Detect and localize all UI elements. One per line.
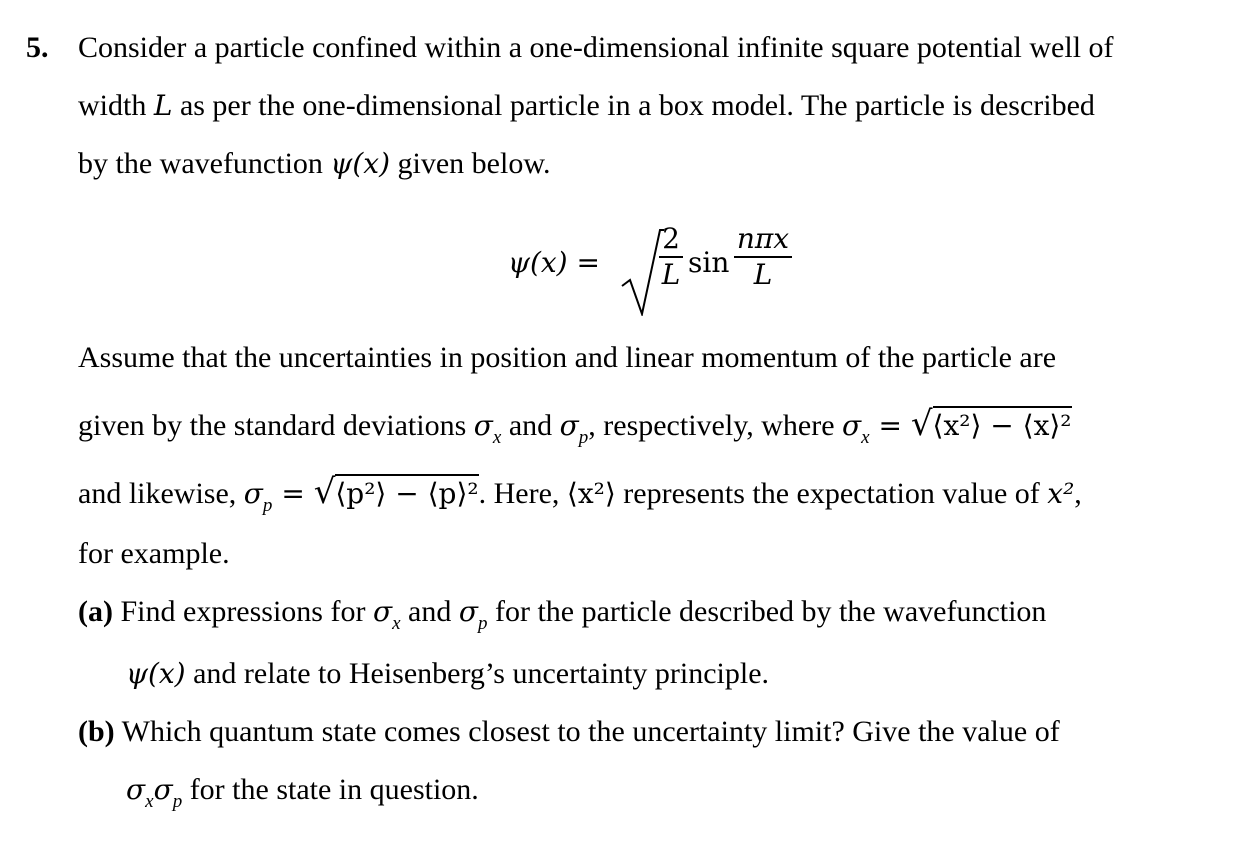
part-a-line-1 [78, 594, 1046, 634]
body-text-5a: given by the standard deviations [78, 409, 474, 442]
part-a-text-2b: and relate to Heisenberg’s uncertainty principle. [185, 657, 770, 690]
intro-text-1: Consider a particle confined within a one-dimensional infinite square potential well of [78, 31, 1114, 64]
subscript-p: p [578, 427, 589, 448]
psi-of-x: ψ(x) [126, 657, 186, 690]
sigma-symbol: σ [473, 409, 493, 442]
part-a-line-2 [126, 656, 769, 692]
comma: , [1074, 477, 1082, 510]
sigma-symbol: σ [243, 477, 263, 510]
psi-of-x: ψ(x) [330, 147, 391, 180]
wavefunction-equation [508, 222, 808, 322]
sin-function: sin [688, 246, 730, 279]
x-squared: x² [1047, 477, 1075, 510]
sigma-symbol: σ [372, 595, 393, 628]
fraction-denominator: L [661, 258, 681, 291]
intro-line-1 [26, 30, 1114, 66]
fraction-2-over-L [656, 222, 686, 292]
equals-sign: = [869, 409, 911, 442]
body-text-7: for example. [78, 537, 230, 570]
problem-number: 5. [26, 31, 49, 64]
body-line-4 [78, 340, 1056, 376]
x-squared-expectation: ⟨x²⟩ [566, 477, 616, 510]
intro-line-3 [78, 146, 551, 182]
subscript-x: x [145, 791, 154, 812]
body-text-6c: represents the expectation value of [615, 477, 1048, 510]
part-b-line-2 [126, 772, 479, 812]
subscript-x: x [392, 613, 401, 634]
subscript-p: p [172, 791, 183, 812]
intro-text-3a: by the wavefunction [78, 147, 331, 180]
part-b-line-1 [78, 714, 1060, 750]
part-b-text-1: Which quantum state comes closest to the uncertainty limit? Give the value of [114, 715, 1060, 748]
and-word: and [501, 409, 560, 442]
part-b-label: (b) [78, 715, 115, 748]
intro-text-2b: as per the one-dimensional particle in a box model. The particle is described [172, 89, 1095, 122]
body-text-6b: . Here, [478, 477, 567, 510]
variance-x-expression: ⟨x²⟩ − ⟨x⟩² [933, 406, 1072, 442]
equals-sign: = [272, 477, 314, 510]
sqrt-icon: √ [313, 472, 336, 512]
intro-text-3b: given below. [390, 147, 551, 180]
variance-p-expression: ⟨p²⟩ − ⟨p⟩² [335, 474, 478, 510]
var-L: L [153, 89, 173, 122]
body-line-6 [78, 474, 1082, 516]
sigma-symbol: σ [126, 773, 146, 806]
equation-lhs: ψ(x) = [508, 246, 600, 279]
part-b-text-2b: for the state in question. [182, 773, 479, 806]
sqrt-icon: √ [910, 404, 933, 444]
subscript-p: p [477, 613, 488, 634]
part-a-text-1b: for the particle described by the wavefunction [487, 595, 1047, 628]
body-text-5b: , respectively, where [588, 409, 843, 442]
fraction-denominator: L [753, 258, 773, 291]
fraction-numerator: nπx [736, 222, 790, 255]
and-word: and [400, 595, 459, 628]
body-text-4: Assume that the uncertainties in position and linear momentum of the particle are [78, 341, 1057, 374]
body-line-5 [78, 406, 1072, 448]
sigma-symbol: σ [153, 773, 173, 806]
body-text-6a: and likewise, [78, 477, 244, 510]
subscript-x: x [492, 427, 502, 448]
intro-text-2a: width [78, 89, 154, 122]
part-a-label: (a) [78, 595, 113, 628]
fraction-npix-over-L [734, 222, 792, 292]
fraction-numerator: 2 [662, 222, 680, 255]
body-line-7 [78, 536, 230, 572]
sigma-symbol: σ [842, 409, 862, 442]
part-a-text-1a: Find expressions for [112, 595, 373, 628]
sigma-symbol: σ [458, 595, 478, 628]
sigma-symbol: σ [559, 409, 579, 442]
subscript-x: x [861, 427, 870, 448]
intro-line-2 [78, 88, 1095, 124]
subscript-p: p [262, 495, 273, 516]
